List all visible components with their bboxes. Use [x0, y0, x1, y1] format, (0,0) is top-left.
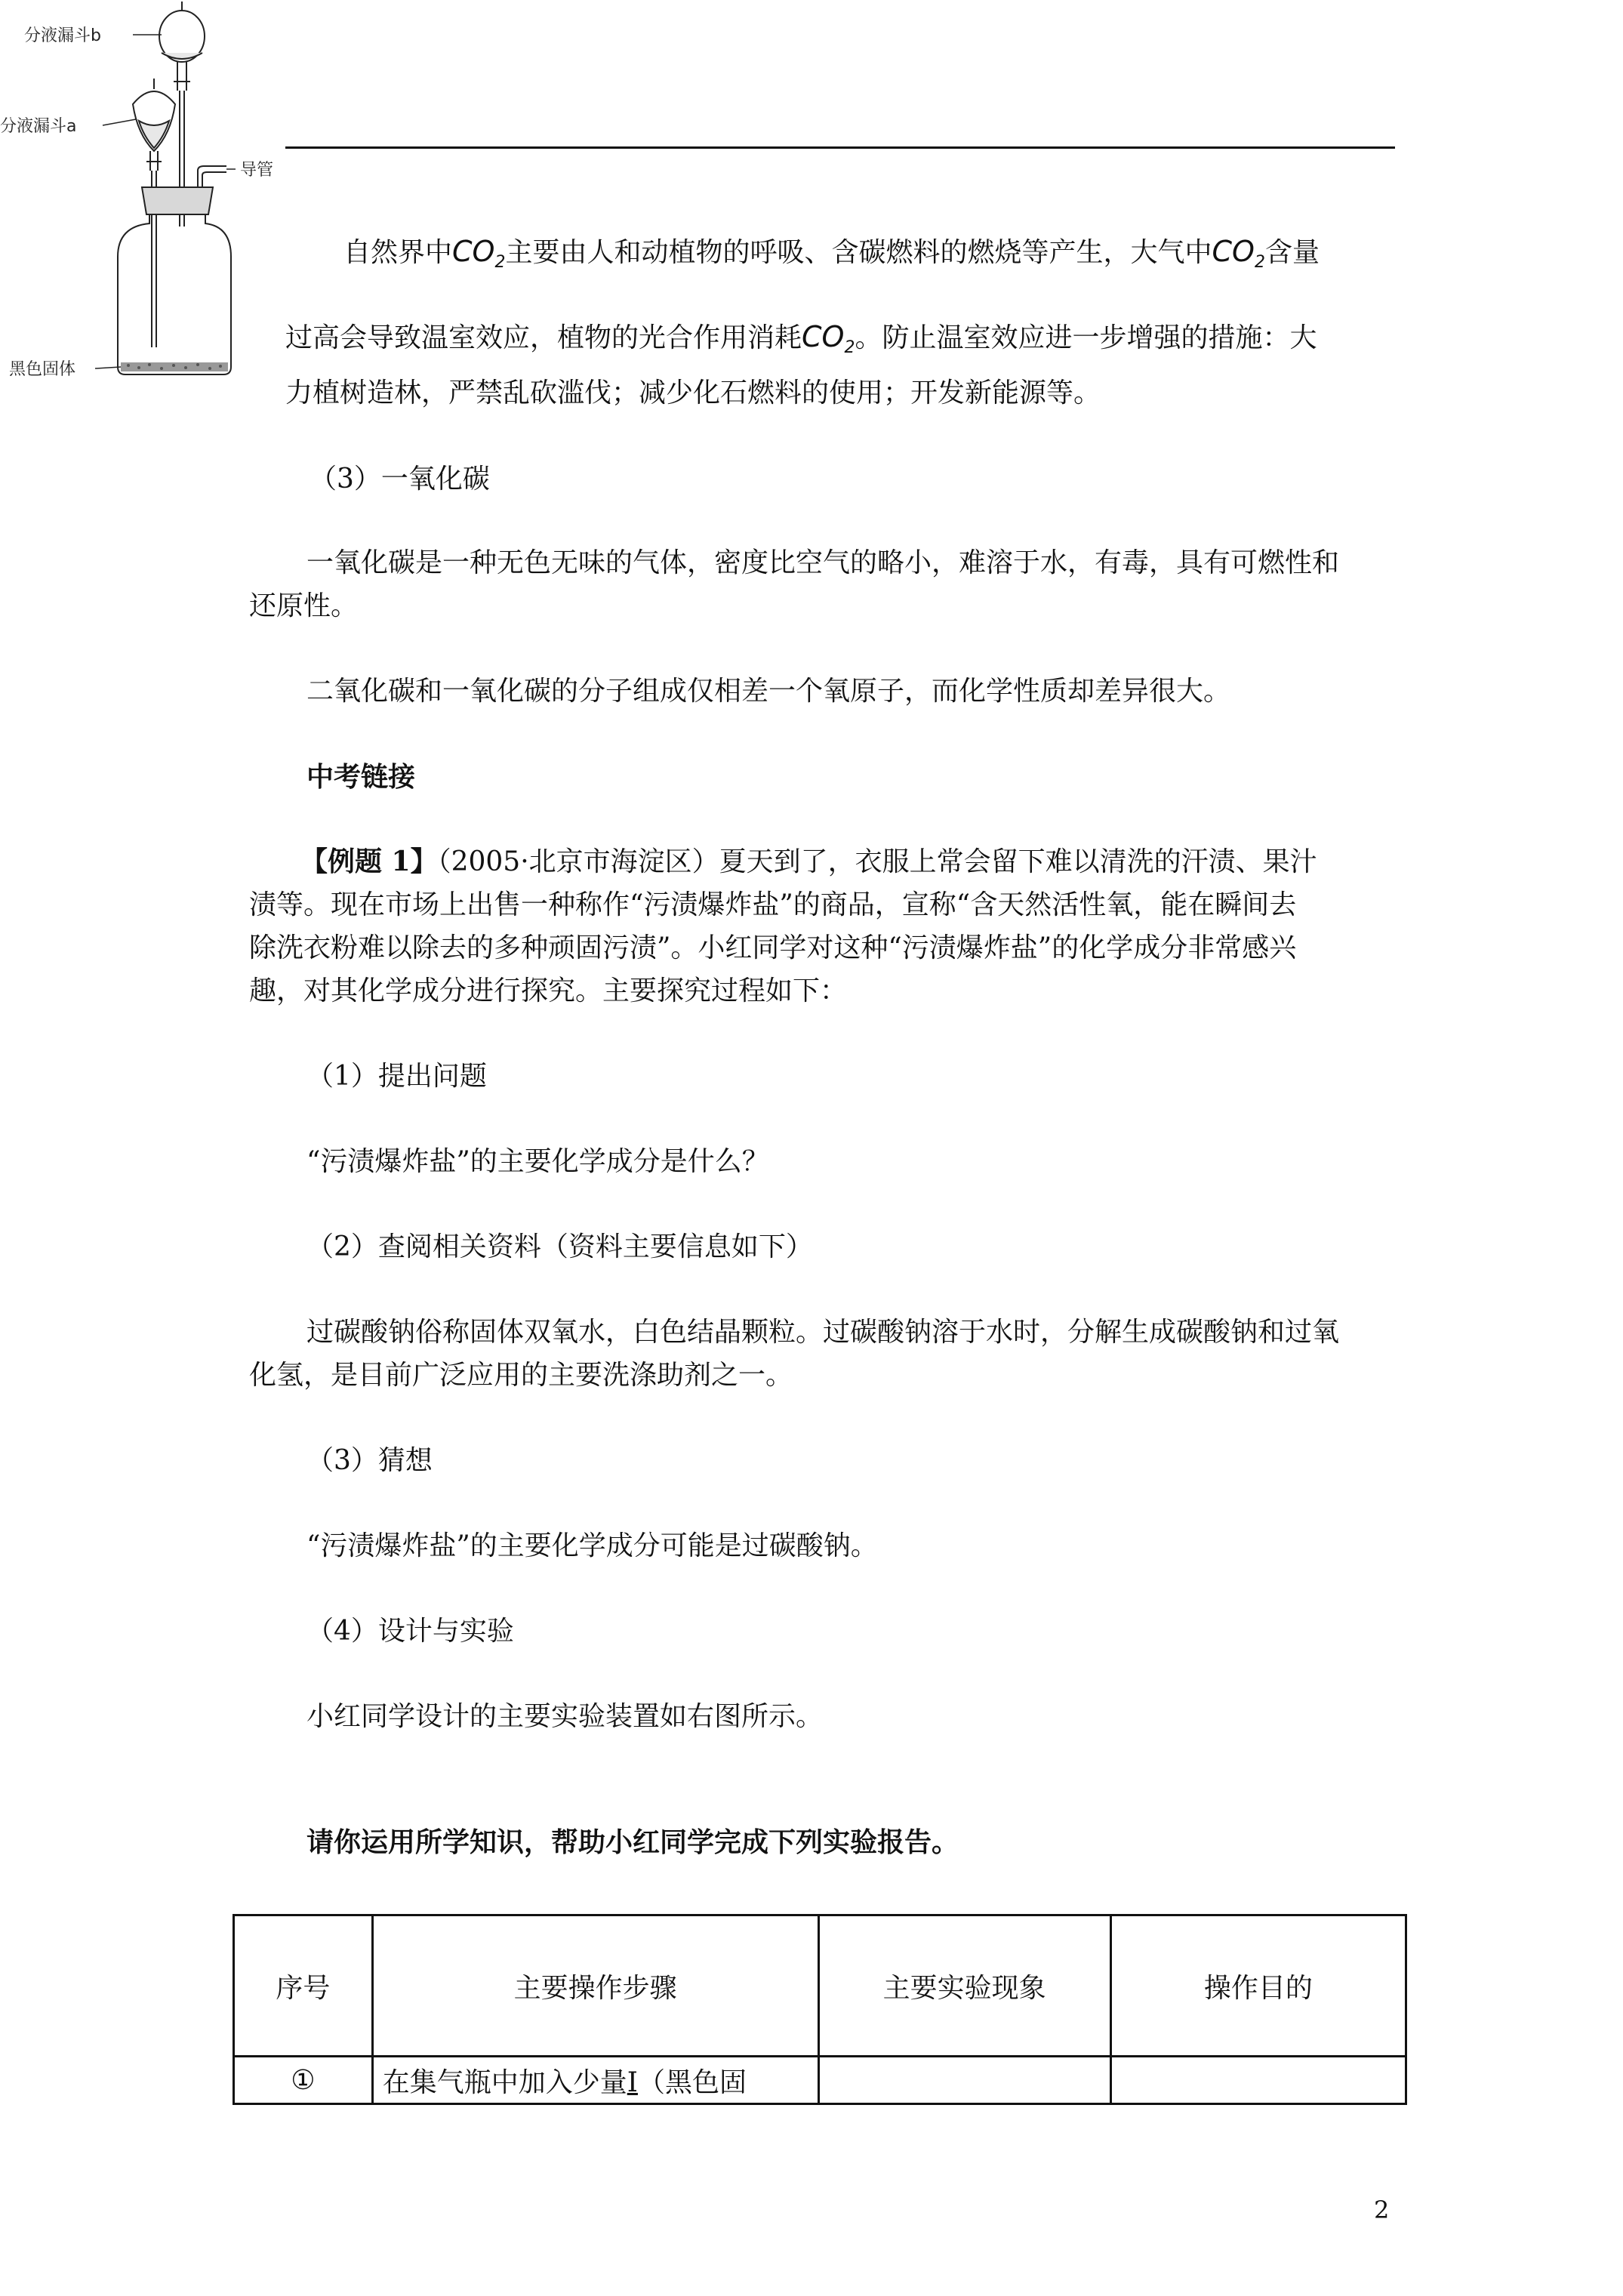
- col-header-index: 序号: [234, 1915, 373, 2057]
- step-2-title: （2）查阅相关资料（资料主要信息如下）: [306, 1231, 813, 1262]
- co2-paragraph-line-1: 自然界中$CO_2$主要由人和动植物的呼吸、含碳燃料的燃烧等产生，大气中$CO_2$含量: [343, 235, 1320, 272]
- answer-blank: I: [627, 2066, 638, 2098]
- label-funnel-b: 分液漏斗b: [24, 26, 101, 45]
- example-tag: 【例题 1】: [300, 846, 438, 877]
- label-funnel-a: 分液漏斗a: [0, 117, 77, 136]
- header-rule: [285, 146, 1395, 149]
- exam-link-title: 中考链接: [306, 761, 416, 793]
- col-header-steps: 主要操作步骤: [372, 1915, 818, 2057]
- example-line-4: 趣，对其化学成分进行探究。主要探究过程如下：: [249, 975, 848, 1006]
- co-description-line-1: 一氧化碳是一种无色无味的气体，密度比空气的略小，难溶于水，有毒，具有可燃性和: [306, 547, 1340, 578]
- co2-paragraph-line-2: 过高会导致温室效应，植物的光合作用消耗$CO_2$。防止温室效应进一步增强的措施：大: [285, 320, 1317, 357]
- label-tube: 导管: [240, 161, 274, 180]
- row-step: 在集气瓶中加入少量I（黑色固: [372, 2057, 818, 2104]
- col-header-phenomena: 主要实验现象: [818, 1915, 1110, 2057]
- section-co-title: （3）一氧化碳: [310, 464, 490, 495]
- page-number: 2: [1374, 2196, 1390, 2224]
- co2-formula: $CO_2$: [802, 320, 855, 357]
- step-1-title: （1）提出问题: [306, 1061, 487, 1092]
- co-description-line-2: 还原性。: [249, 590, 359, 621]
- example-line-2: 渍等。现在市场上出售一种称作“污渍爆炸盐”的商品，宣称“含天然活性氧，能在瞬间去: [249, 889, 1297, 920]
- step-1-question: “污渍爆炸盐”的主要化学成分是什么？: [306, 1146, 769, 1177]
- col-header-purpose: 操作目的: [1110, 1915, 1406, 2057]
- black-solid: [121, 362, 228, 371]
- step-3-text: “污渍爆炸盐”的主要化学成分可能是过碳酸钠。: [306, 1530, 878, 1561]
- step-3-title: （3）猜想: [306, 1445, 433, 1476]
- row-purpose: [1110, 2057, 1406, 2104]
- step-4-text: 小红同学设计的主要实验装置如右图所示。: [306, 1701, 824, 1732]
- example-line-3: 除洗衣粉难以除去的多种顽固污渍”。小红同学对这种“污渍爆炸盐”的化学成分非常感兴: [249, 932, 1297, 963]
- co2-formula: $CO_2$: [1212, 235, 1265, 272]
- label-black-solid: 黑色固体: [9, 360, 76, 379]
- table-header-row: [234, 1915, 1406, 2057]
- report-prompt: 请你运用所学知识，帮助小红同学完成下列实验报告。: [306, 1826, 959, 1858]
- step-4-title: （4）设计与实验: [306, 1616, 514, 1647]
- step-2-text-line-2: 化氢，是目前广泛应用的主要洗涤助剂之一。: [249, 1360, 793, 1391]
- table-row: [234, 2057, 1406, 2104]
- co2-paragraph-line-3: 力植树造林，严禁乱砍滥伐；减少化石燃料的使用；开发新能源等。: [285, 378, 1101, 408]
- apparatus-figure: [0, 0, 287, 393]
- co2-formula: $CO_2$: [452, 235, 506, 272]
- row-index: ①: [234, 2057, 373, 2104]
- gas-collecting-bottle: [118, 214, 231, 374]
- example-line-1: 【例题 1】（2005·北京市海淀区）夏天到了，衣服上常会留下难以清洗的汗渍、果汁: [300, 846, 1317, 877]
- step-2-text-line-1: 过碳酸钠俗称固体双氧水，白色结晶颗粒。过碳酸钠溶于水时，分解生成碳酸钠和过氧: [306, 1317, 1340, 1348]
- stopper: [142, 187, 213, 214]
- co-co2-comparison: 二氧化碳和一氧化碳的分子组成仅相差一个氧原子，而化学性质却差异很大。: [306, 676, 1231, 707]
- row-phenomenon: [818, 2057, 1110, 2104]
- experiment-report-table: [233, 1914, 1407, 2105]
